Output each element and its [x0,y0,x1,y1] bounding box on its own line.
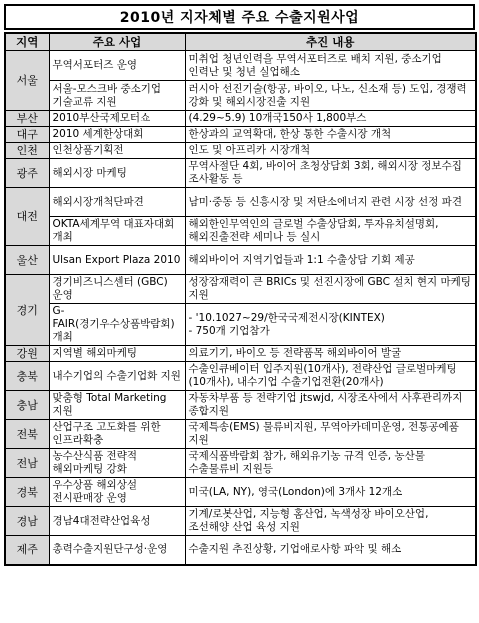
detail-cell: 남미·중동 등 신흥시장 및 저탄소에너지 관련 시장 선정 파견 [185,188,476,217]
detail-cell: 해외바이어 지역기업들과 1:1 수출상담 기회 제공 [185,246,476,275]
table-row [5,449,476,478]
detail-cell: 미국(LA, NY), 영국(London)에 3개사 12개소 [185,478,476,507]
detail-cell: (4.29~5.9) 10개국150사 1,800부스 [185,111,476,127]
document-title: 2010년 지자체별 주요 수출지원사업 [4,4,475,30]
region-cell: 제주 [5,536,49,565]
detail-cell: 무역사절단 4회, 바이어 초청상담회 3회, 해외시장 정보수집 조사활동 등 [185,159,476,188]
table-row [5,507,476,536]
table-body [5,51,476,565]
table-row [5,111,476,127]
program-cell: 내수기업의 수출기업화 지원 [49,362,185,391]
program-cell: 지역별 해외마케팅 [49,346,185,362]
region-cell: 경북 [5,478,49,507]
region-cell: 대구 [5,127,49,143]
table-row [5,362,476,391]
program-cell: 2010 세계한상대회 [49,127,185,143]
program-cell: 농수산식품 전략적 해외마케팅 강화 [49,449,185,478]
detail-cell: 기계/로봇산업, 지능형 홈산업, 녹색성장 바이오산업, 조선해양 산업 육성 지원 [185,507,476,536]
table-row [5,478,476,507]
table-row [5,346,476,362]
table-row [5,159,476,188]
program-cell: G-FAIR(경기우수상품박람회) 개최 [49,304,185,346]
program-cell: 우수상품 해외상설 전시판매장 운영 [49,478,185,507]
region-cell: 서울 [5,51,49,111]
header-detail: 추진 내용 [185,33,476,51]
detail-cell: 인도 및 아프리카 시장개척 [185,143,476,159]
detail-cell: 해외한인무역인의 글로벌 수출상담회, 투자유치설명회, 해외진출전략 세미나 등 실시 [185,217,476,246]
program-cell: OKTA세계무역 대표자대회 개최 [49,217,185,246]
export-support-table [4,32,477,566]
table-row [5,188,476,217]
program-cell: 2010부산국제모터쇼 [49,111,185,127]
table-row [5,246,476,275]
detail-cell: 수출인큐베이터 입주지원(10개사), 전략산업 글로벌마케팅(10개사), 내수기업 수출기업전환(20개사) [185,362,476,391]
region-cell: 부산 [5,111,49,127]
table-row [5,81,476,111]
detail-cell: - '10.1027~29/한국국제전시장(KINTEX) - 750개 기업참가 [185,304,476,346]
table-row [5,143,476,159]
program-cell: 인천상품기획전 [49,143,185,159]
table-row [5,420,476,449]
region-cell: 대전 [5,188,49,246]
detail-cell: 한상과의 교역확대, 한상 통한 수출시장 개척 [185,127,476,143]
table-header-row [5,33,476,51]
program-cell: 총력수출지원단구성·운영 [49,536,185,565]
detail-cell: 성장잠재력이 큰 BRICs 및 선진시장에 GBC 설치 현지 마케팅 지원 [185,275,476,304]
table-row [5,51,476,81]
table-row [5,536,476,565]
program-cell: 해외시장개척단파견 [49,188,185,217]
region-cell: 강원 [5,346,49,362]
region-cell: 울산 [5,246,49,275]
table-row [5,275,476,304]
program-cell: 경기비즈니스센터 (GBC)운영 [49,275,185,304]
detail-cell: 의료기기, 바이오 등 전략품목 해외바이어 발굴 [185,346,476,362]
detail-cell: 러시아 선진기술(항공, 바이오, 나노, 신소재 등) 도입, 경쟁력 강화 및 해외시장진출 지원 [185,81,476,111]
table-row [5,217,476,246]
header-program: 주요 사업 [49,33,185,51]
region-cell: 인천 [5,143,49,159]
program-cell: 서울-모스크바 중소기업 기술교류 지원 [49,81,185,111]
table-row [5,127,476,143]
region-cell: 전북 [5,420,49,449]
program-cell: 무역서포터즈 운영 [49,51,185,81]
region-cell: 경남 [5,507,49,536]
detail-cell: 미취업 청년인력을 무역서포터즈로 배치 지원, 중소기업 인력난 및 청년 실업해소 [185,51,476,81]
region-cell: 전남 [5,449,49,478]
region-cell: 경기 [5,275,49,346]
program-cell: 해외시장 마케팅 [49,159,185,188]
table-row [5,391,476,420]
header-region: 지역 [5,33,49,51]
detail-cell: 자동차부품 등 전략기업 jtswjd, 시장조사에서 사후관리까지 종합지원 [185,391,476,420]
program-cell: Ulsan Export Plaza 2010 [49,246,185,275]
program-cell: 맞춤형 Total Marketing 지원 [49,391,185,420]
program-cell: 경남4대전략산업육성 [49,507,185,536]
detail-cell: 국제식품박람회 참가, 해외유기농 규격 인증, 농산물 수출물류비 지원등 [185,449,476,478]
table-row [5,304,476,346]
region-cell: 광주 [5,159,49,188]
program-cell: 산업구조 고도화를 위한 인프라확충 [49,420,185,449]
detail-cell: 수출지원 추진상황, 기업애로사항 파악 및 해소 [185,536,476,565]
detail-cell: 국제특송(EMS) 물류비지원, 무역아카데미운영, 전통공예품 지원 [185,420,476,449]
region-cell: 충남 [5,391,49,420]
region-cell: 충북 [5,362,49,391]
